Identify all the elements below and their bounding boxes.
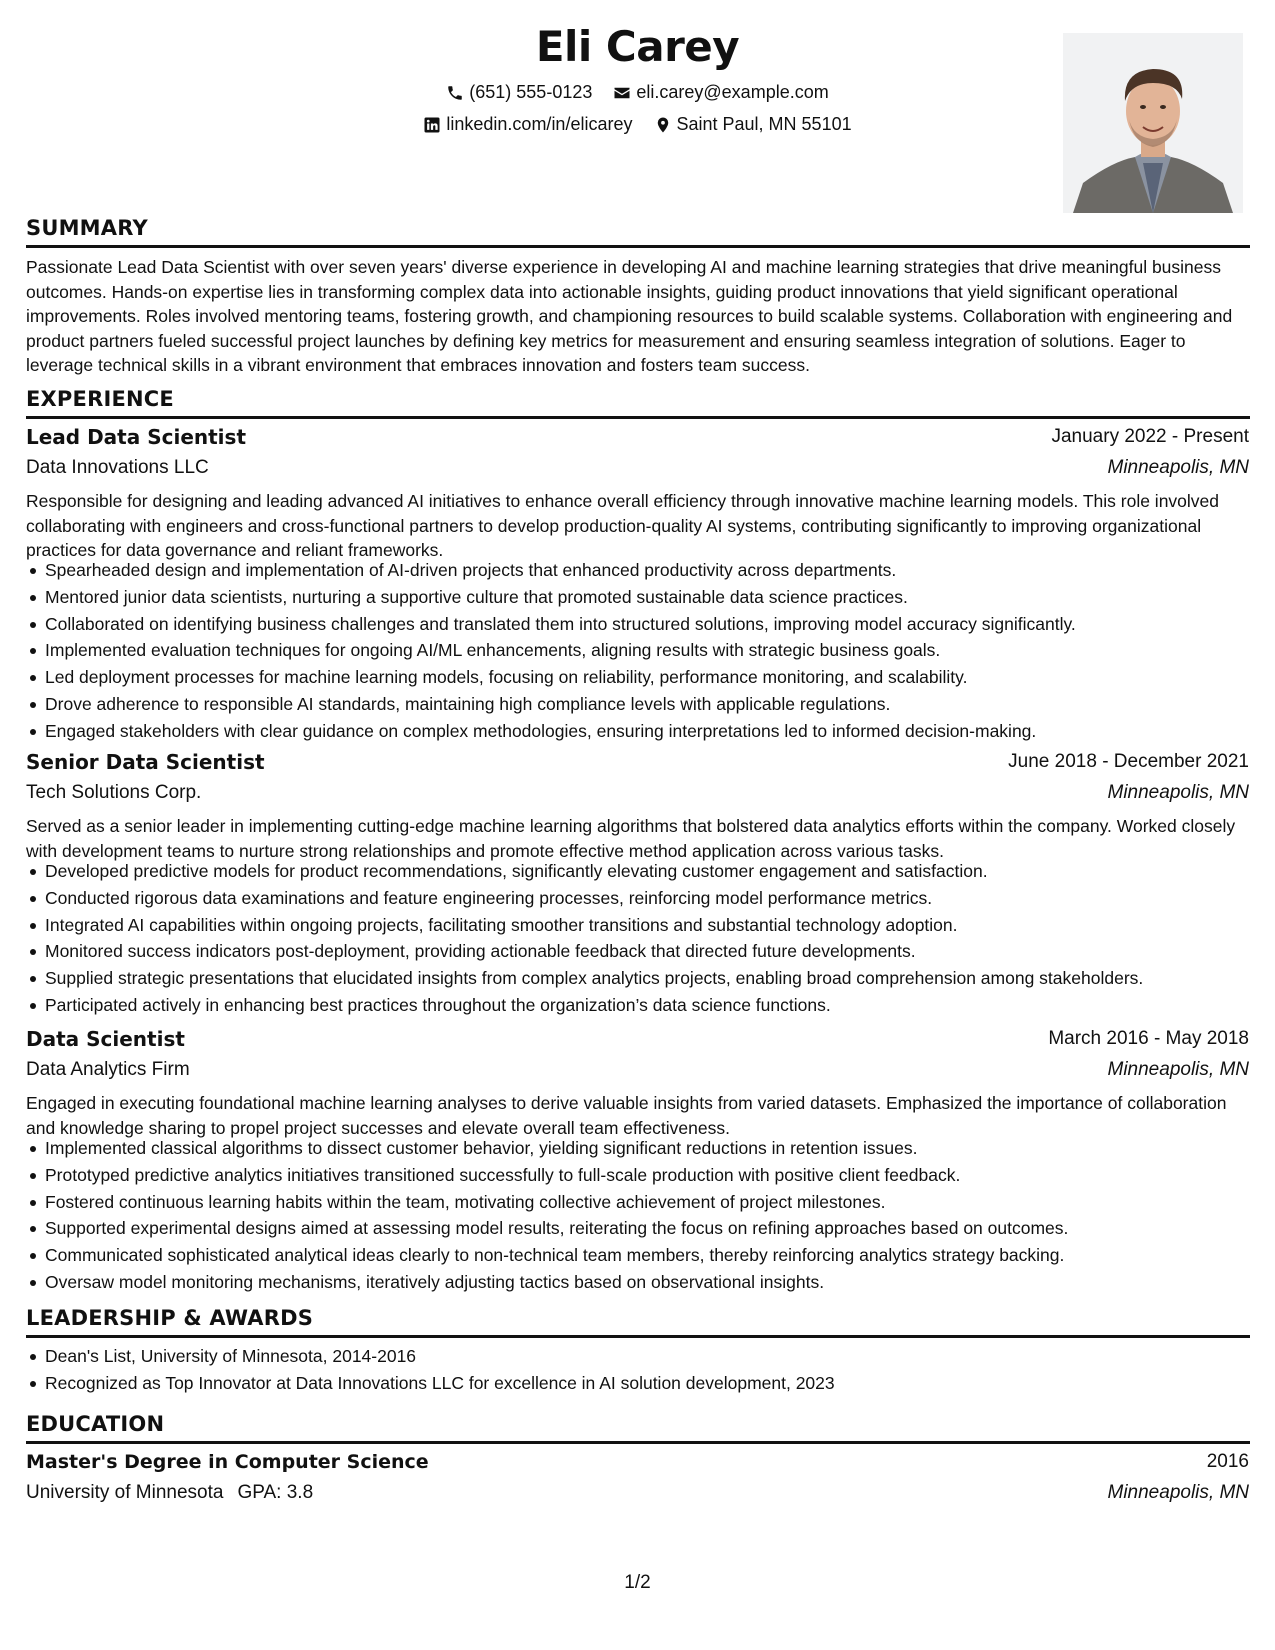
leadership-divider <box>26 1335 1250 1338</box>
job-location: Minneapolis, MN <box>1107 782 1249 803</box>
list-item: Supported experimental designs aimed at assessing model results, reiterating the focus on refining approaches based on outcomes. <box>26 1215 1256 1242</box>
job-location: Minneapolis, MN <box>1107 457 1249 478</box>
email-icon <box>613 84 631 102</box>
job-description: Engaged in executing foundational machine learning analyses to derive valuable insights from varied datasets. Emphasized the importance of collaboration and knowledge sharing to propel project successes and elevate overall team effectiveness. <box>26 1093 1227 1138</box>
page-number: 1/2 <box>624 1572 651 1593</box>
list-item: Engaged stakeholders with clear guidance on complex methodologies, ensuring interpretations led to informed decision-making. <box>26 718 1256 745</box>
leadership-heading: LEADERSHIP & AWARDS <box>26 1306 314 1330</box>
location-text: Saint Paul, MN 55101 <box>676 114 852 134</box>
summary-text: Passionate Lead Data Scientist with over seven years' diverse experience in developing AI and machine learning strategies that drive meaningful business outcomes. Hands-on expertise lies in transforming complex data into actionable insights, guiding product innovations that yield significant operational improvements. Roles involved mentoring teams, fostering growth, and championing resources to build scalable systems. Collaboration with engineering and product partners fueled successful project launches by defining key metrics for measurement and ensuring seamless integration of solutions. Eager to leverage technical skills in a vibrant environment that embraces innovation and fosters team success. <box>26 257 1233 375</box>
list-item: Implemented evaluation techniques for ongoing AI/ML enhancements, aligning results with strategic business goals. <box>26 637 1256 664</box>
school-location: Minneapolis, MN <box>1107 1482 1249 1503</box>
job-company: Data Analytics Firm <box>26 1059 190 1080</box>
gpa: GPA: 3.8 <box>237 1482 314 1503</box>
list-item: Implemented classical algorithms to dissect customer behavior, yielding significant reductions in retention issues. <box>26 1135 1256 1162</box>
job-company: Data Innovations LLC <box>26 457 209 478</box>
experience-divider <box>26 416 1250 419</box>
contact-email[interactable] <box>613 82 828 103</box>
linkedin-icon <box>423 116 441 134</box>
list-item: Monitored success indicators post-deployment, providing actionable feedback that directed future developments. <box>26 938 1256 965</box>
list-item: Integrated AI capabilities within ongoing projects, facilitating smoother transitions and substantial technology adoption. <box>26 912 1256 939</box>
job-dates: January 2022 - Present <box>1051 426 1249 447</box>
job-dates: March 2016 - May 2018 <box>1048 1028 1249 1049</box>
resume-header <box>0 0 1275 215</box>
job-company: Tech Solutions Corp. <box>26 782 202 803</box>
education-divider <box>26 1441 1250 1444</box>
contact-linkedin[interactable] <box>423 114 632 135</box>
list-item: Supplied strategic presentations that elucidated insights from complex analytics projects, enabling broad comprehension among stakeholders. <box>26 965 1256 992</box>
degree-title: Master's Degree in Computer Science <box>26 1451 429 1473</box>
leadership-bullets <box>26 1343 1256 1397</box>
job-description: Responsible for designing and leading advanced AI initiatives to enhance overall efficiency through innovative machine learning models. This role involved collaborating with engineers and cross-functional partners to develop production-quality AI systems, contributing significantly to improving organizational practices for data governance and reliant frameworks. <box>26 491 1220 560</box>
list-item: Participated actively in enhancing best practices throughout the organization’s data science functions. <box>26 992 1256 1019</box>
linkedin-text: linkedin.com/in/elicarey <box>446 114 633 134</box>
education-heading: EDUCATION <box>26 1412 165 1436</box>
list-item: Conducted rigorous data examinations and feature engineering processes, reinforcing model performance metrics. <box>26 885 1256 912</box>
degree-year: 2016 <box>1206 1451 1249 1472</box>
summary-divider <box>26 245 1250 248</box>
list-item: Mentored junior data scientists, nurturing a supportive culture that promoted sustainable data science practices. <box>26 584 1256 611</box>
contact-location <box>654 114 852 135</box>
profile-photo <box>1063 33 1243 213</box>
list-item: Spearheaded design and implementation of AI-driven projects that enhanced productivity across departments. <box>26 557 1256 584</box>
list-item: Fostered continuous learning habits within the team, motivating collective achievement of project milestones. <box>26 1189 1256 1216</box>
contact-phone <box>446 82 592 103</box>
list-item: Communicated sophisticated analytical ideas clearly to non-technical team members, thereby reinforcing analytics strategy backing. <box>26 1242 1256 1269</box>
list-item: Oversaw model monitoring mechanisms, iteratively adjusting tactics based on observational insights. <box>26 1269 1256 1296</box>
job-location: Minneapolis, MN <box>1107 1059 1249 1080</box>
job-bullets <box>26 858 1256 1019</box>
school-name: University of Minnesota <box>26 1482 224 1503</box>
list-item: Drove adherence to responsible AI standards, maintaining high compliance levels with applicable regulations. <box>26 691 1256 718</box>
job-bullets <box>26 1135 1256 1296</box>
list-item: Prototyped predictive analytics initiatives transitioned successfully to full-scale production with positive client feedback. <box>26 1162 1256 1189</box>
list-item: Dean's List, University of Minnesota, 2014-2016 <box>26 1343 1256 1370</box>
candidate-name: Eli Carey <box>535 22 740 71</box>
job-title: Lead Data Scientist <box>26 425 246 449</box>
list-item: Led deployment processes for machine learning models, focusing on reliability, performance monitoring, and scalability. <box>26 664 1256 691</box>
phone-text: (651) 555-0123 <box>469 82 593 102</box>
phone-icon <box>446 84 464 102</box>
summary-heading: SUMMARY <box>26 216 148 240</box>
job-title: Senior Data Scientist <box>26 750 265 774</box>
email-text: eli.carey@example.com <box>636 82 829 102</box>
list-item: Developed predictive models for product recommendations, significantly elevating customer engagement and satisfaction. <box>26 858 1256 885</box>
experience-heading: EXPERIENCE <box>26 387 174 411</box>
job-bullets <box>26 557 1256 745</box>
list-item: Collaborated on identifying business challenges and translated them into structured solutions, improving model accuracy significantly. <box>26 611 1256 638</box>
school-line <box>26 1482 313 1504</box>
location-pin-icon <box>654 116 672 134</box>
list-item: Recognized as Top Innovator at Data Innovations LLC for excellence in AI solution development, 2023 <box>26 1370 1256 1397</box>
job-title: Data Scientist <box>26 1027 185 1051</box>
job-description: Served as a senior leader in implementing cutting-edge machine learning algorithms that bolstered data analytics efforts within the company. Worked closely with development teams to nurture strong relationships and promote effective method application across various tasks. <box>26 816 1236 861</box>
job-dates: June 2018 - December 2021 <box>1008 751 1249 772</box>
